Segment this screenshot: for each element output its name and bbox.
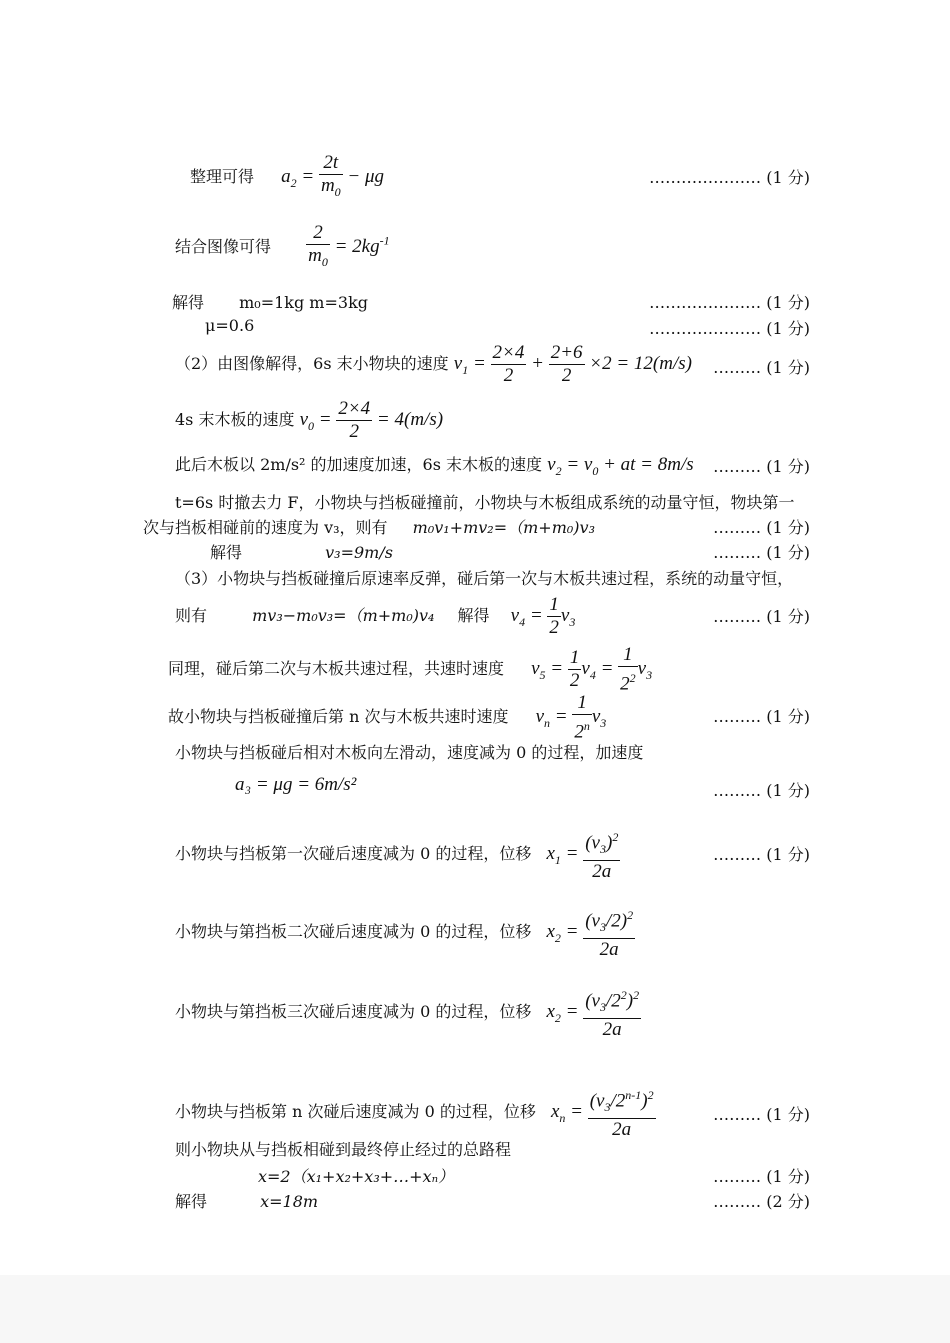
points-5: ……… (1 分) — [713, 358, 810, 377]
points-22: ……… (1 分) — [713, 1167, 810, 1186]
line-20 — [175, 1084, 656, 1141]
line-19 — [175, 984, 641, 1041]
line-12-text: 则有 — [175, 605, 208, 625]
formula-v2: $v_2 = v_0$ + at = 8m/s — [547, 454, 694, 478]
formula-slope: $\frac{2}{m_0}$ = $2kg^{-1}$ — [308, 222, 390, 269]
formula-v4: $v_4$ = $\frac{1}{2}$ $v_3$ — [510, 594, 576, 638]
line-1 — [190, 152, 384, 203]
line-10-equation: v₃=9m/s — [325, 543, 393, 562]
line-13 — [168, 644, 652, 695]
line-18-text: 小物块与第挡板二次碰后速度减为 0 的过程，位移 — [175, 921, 532, 941]
line-9-text: 次与挡板相碰前的速度为 v₃，则有 — [143, 518, 388, 537]
line-14-text: 故小物块与挡板碰撞后第 n 次与木板共速时速度 — [168, 707, 509, 727]
line-18 — [175, 904, 635, 961]
line-21: 则小物块从与挡板相碰到最终停止经过的总路程 — [175, 1140, 512, 1159]
line-2 — [175, 222, 390, 273]
points-20: ……… (1 分) — [713, 1105, 810, 1124]
line-4: μ=0.6 — [205, 316, 255, 335]
line-7 — [175, 452, 694, 479]
points-16: ……… (1 分) — [713, 781, 810, 800]
formula-x1: $x_1$ = $\frac{(v_3)^2}{2a}$ — [546, 843, 620, 864]
line-10 — [210, 540, 393, 563]
line-5-text: （2）由图像解得，6s 末小物块的速度 — [175, 353, 449, 373]
line-16: a₃ = μg = 6m/s² — [235, 774, 357, 795]
points-17: ……… (1 分) — [713, 845, 810, 864]
line-13-text: 同理，碰后第二次与木板共速过程，共速时速度 — [168, 659, 505, 679]
points-14: ……… (1 分) — [713, 707, 810, 726]
line-12-text2: 解得 — [457, 605, 490, 625]
line-14 — [168, 692, 606, 743]
line-23-text: 解得 — [175, 1192, 208, 1211]
formula-v0: $v_0$ = $\frac{2\times 4}{2}$ = 4(m/s) — [299, 398, 444, 442]
line-9 — [143, 515, 595, 538]
line-6 — [175, 398, 443, 443]
page-bottom-band — [0, 1275, 950, 1343]
line-20-text: 小物块与挡板第 n 次碰后速度减为 0 的过程，位移 — [175, 1101, 536, 1121]
line-12-equation: mv₃−m₀v₃=（m+m₀)v₄ — [252, 605, 435, 625]
formula-xn: $x_n$ = $\frac{(v_3/2^{n-1})^2}{2a}$ — [551, 1101, 656, 1122]
line-19-text: 小物块与第挡板三次碰后速度减为 0 的过程，位移 — [175, 1001, 532, 1021]
formula-vn: $v_n$ = $\frac{1}{2^n}$ $v_3$ — [535, 692, 607, 743]
line-8: t=6s 时撤去力 F，小物块与挡板碰撞前，小物块与木板组成系统的动量守恒，物块第一 — [175, 493, 795, 512]
line-11: （3）小物块与挡板碰撞后原速率反弹，碰后第一次与木板共速过程，系统的动量守恒， — [175, 569, 794, 588]
formula-x2: $x_2$ = $\frac{(v_3/2)^2}{2a}$ — [546, 921, 635, 942]
line-23-equation: x=18m — [260, 1192, 319, 1211]
line-3-text: 解得 — [172, 293, 205, 312]
line-23 — [175, 1189, 318, 1212]
points-3: ………………… (1 分) — [649, 293, 810, 312]
line-22: x=2（x₁+x₂+x₃+…+xₙ） — [258, 1167, 455, 1186]
points-7: ……… (1 分) — [713, 457, 810, 476]
line-15: 小物块与挡板碰后相对木板向左滑动，速度减为 0 的过程，加速度 — [175, 743, 644, 762]
points-4: ………………… (1 分) — [649, 319, 810, 338]
line-3-values: m₀=1kg m=3kg — [239, 293, 368, 312]
formula-v5: $v_5$ = $\frac{1}{2}$ $v_4$ = $\frac{1}{2^2}$ $v_3$ — [531, 644, 653, 695]
points-9: ……… (1 分) — [713, 518, 810, 537]
line-6-text: 4s 末木板的速度 — [175, 409, 295, 429]
points-1: ………………… (1 分) — [649, 168, 810, 187]
formula-a2: $a_2$ = $\frac{2t}{m_0}$ − μg — [281, 152, 385, 199]
line-10-text: 解得 — [210, 543, 243, 562]
line-5 — [175, 342, 692, 387]
line-12 — [175, 594, 575, 639]
points-12: ……… (1 分) — [713, 607, 810, 626]
formula-x3: $x_2$ = $\frac{(v_3/2^2)^2}{2a}$ — [546, 1001, 641, 1022]
line-7-text: 此后木板以 2m/s² 的加速度加速，6s 末木板的速度 — [175, 455, 543, 474]
formula-v1: $v_1$ = $\frac{2\times 4}{2}$ + $\frac{2+6}{2}$ ×2 = 12(m/s) — [453, 342, 692, 386]
points-23: ……… (2 分) — [713, 1192, 810, 1211]
line-3 — [172, 290, 368, 313]
line-9-equation: m₀v₁+mv₂=（m+m₀)v₃ — [412, 518, 595, 537]
points-10: ……… (1 分) — [713, 543, 810, 562]
line-2-text: 结合图像可得 — [175, 236, 272, 256]
line-17-text: 小物块与挡板第一次碰后速度减为 0 的过程，位移 — [175, 843, 532, 863]
line-1-text: 整理可得 — [190, 166, 255, 186]
line-17 — [175, 826, 620, 883]
